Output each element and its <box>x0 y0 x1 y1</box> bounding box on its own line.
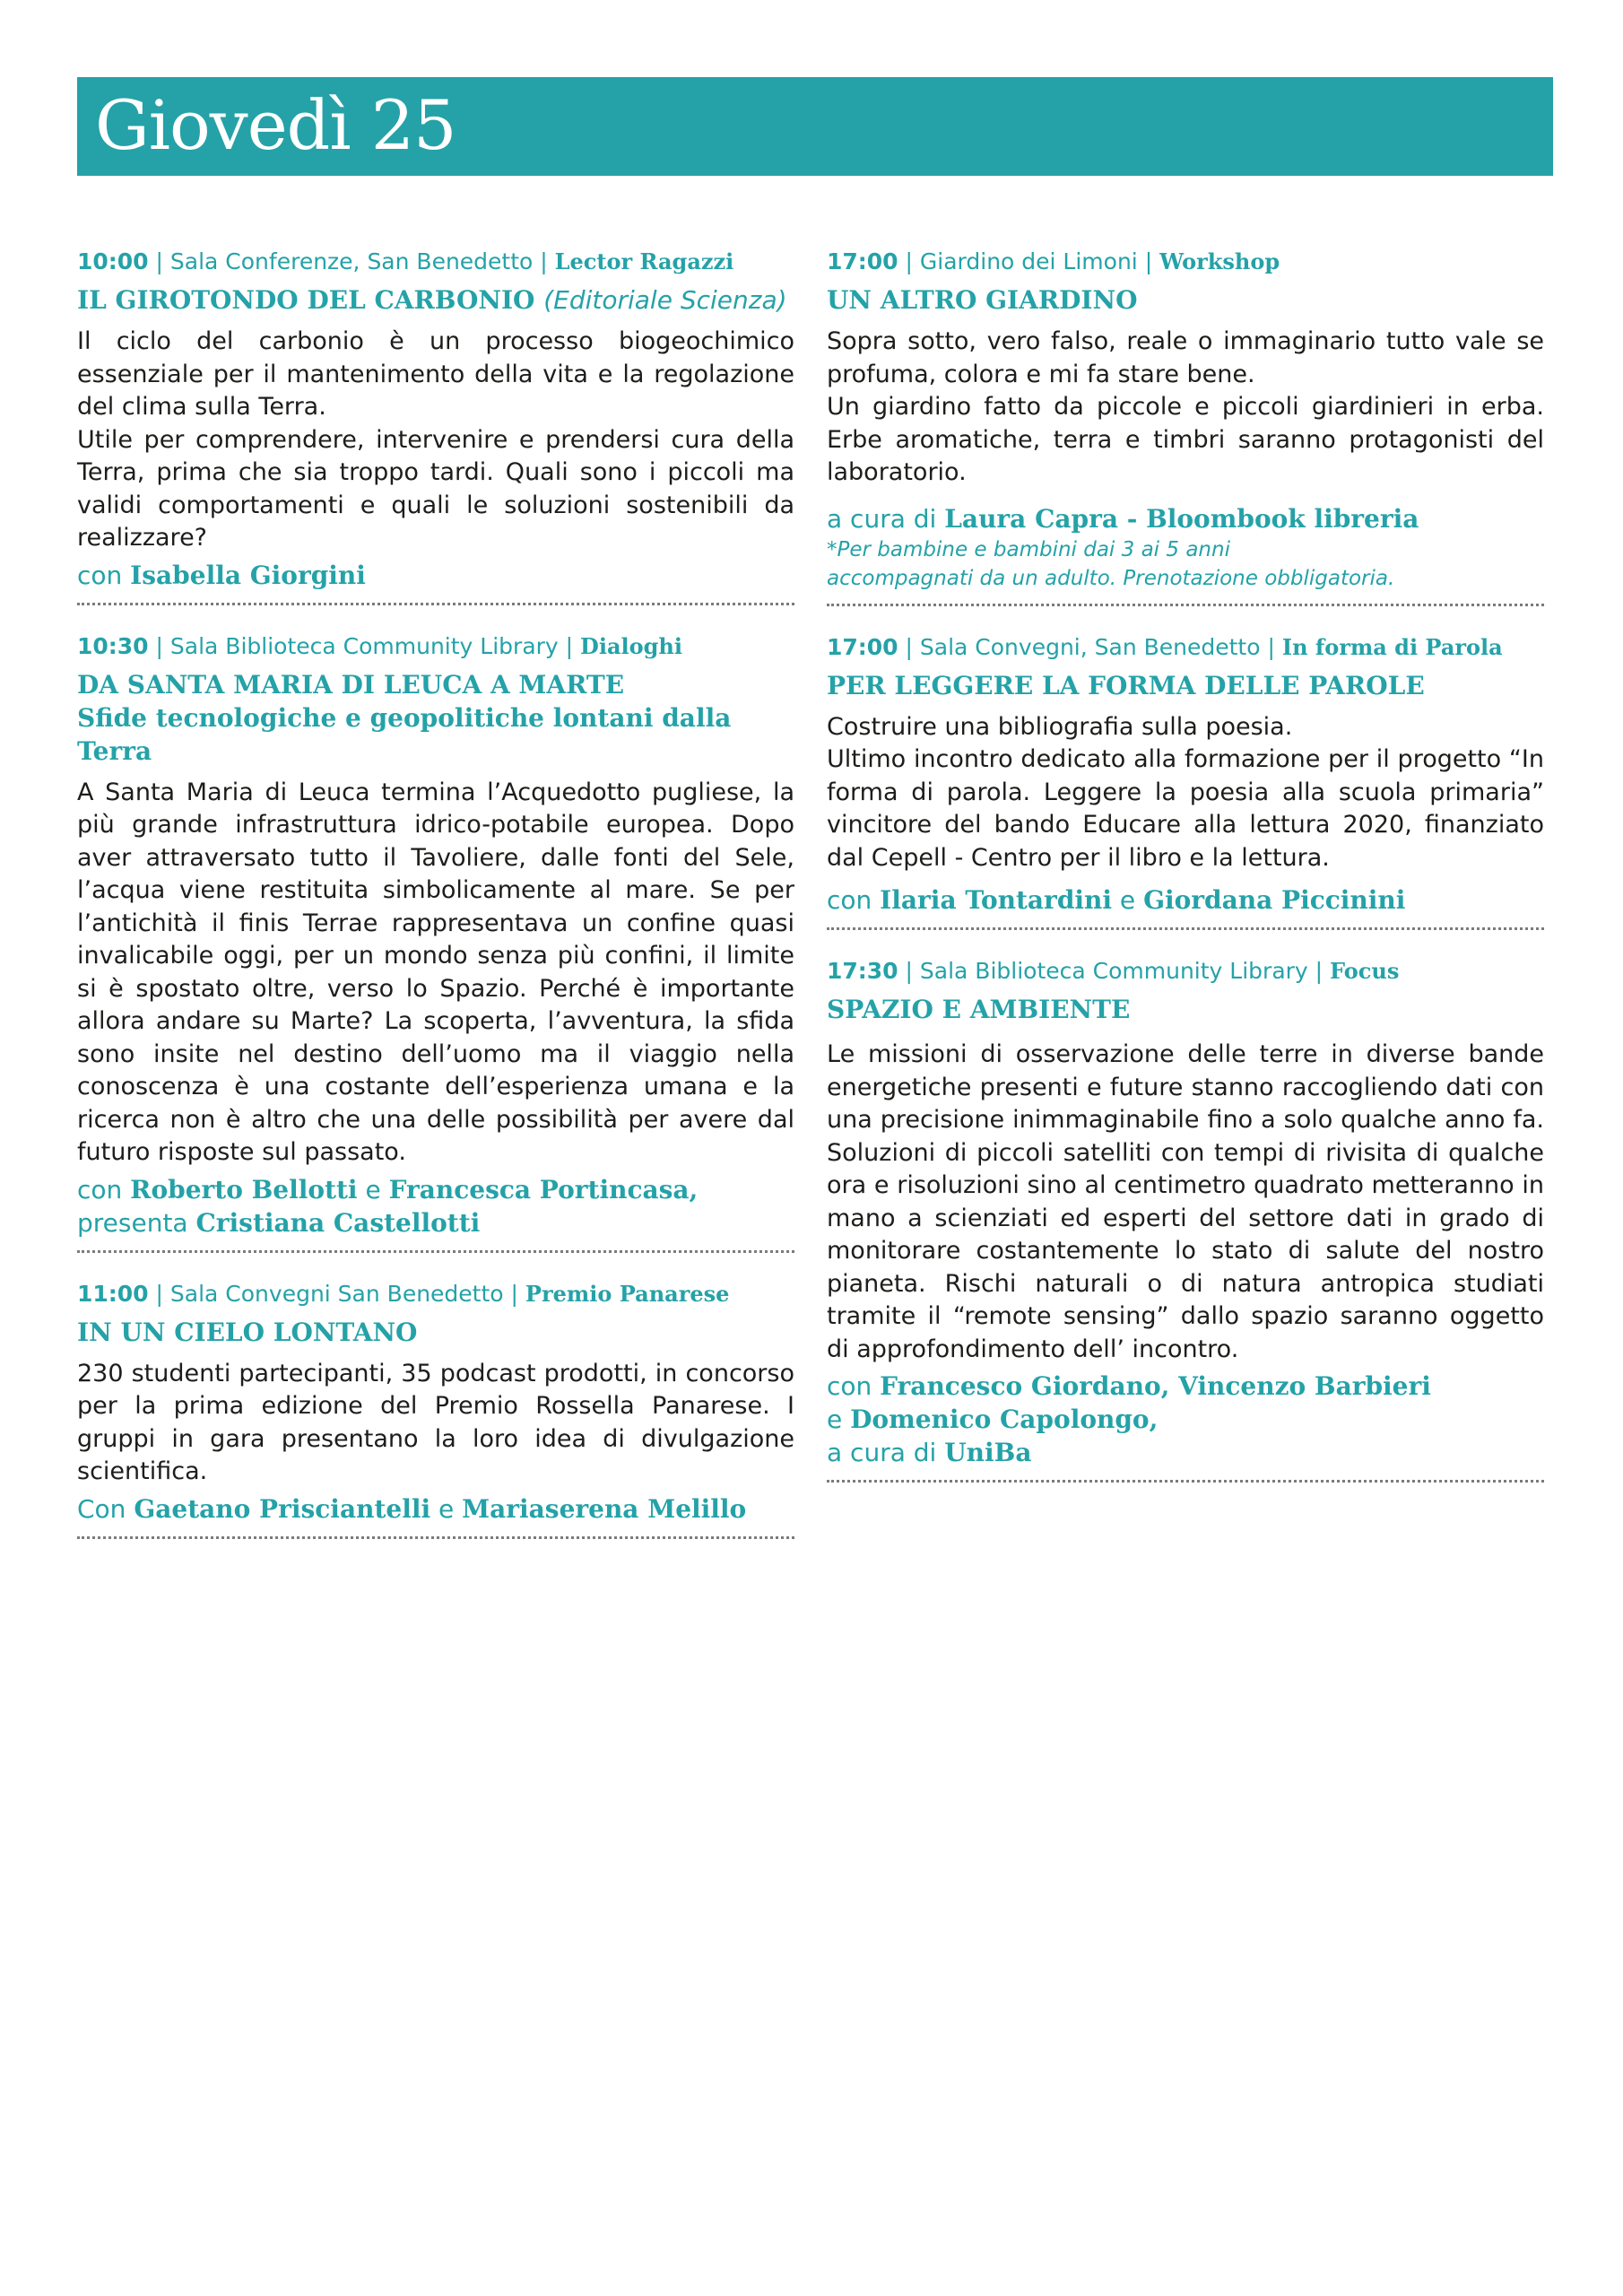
credit-and: e <box>1112 885 1144 915</box>
event-category: In forma di Parola <box>1281 633 1503 660</box>
event-category: Lector Ragazzi <box>554 248 734 274</box>
event-description <box>77 326 794 555</box>
credit-name: Ilaria Tontardini <box>880 885 1113 915</box>
event-meta <box>827 953 1544 989</box>
separator: | <box>1307 958 1331 984</box>
event-credits <box>77 559 794 592</box>
credit-name: Francesco Giordano, Vincenzo Barbieri <box>880 1371 1431 1401</box>
event-category: Workshop <box>1159 248 1280 274</box>
description-paragraph: A Santa Maria di Leuca termina l’Acquedotto pugliese, la più grande infrastruttura idrico-potabile europea. Dopo aver attraversato tutto il Tavoliere, dalle fonti del Sele, l’acqua viene restituita simbolicamente al mare. Se per l’antichità il finis Terrae rappresentava un confine quasi invalicabile oggi, per un mondo senza più confini, il limite si è spostato oltre, verso lo Spazio. Perché è importante allora andare su Marte? La scoperta, l’avventura, la sfida sono insite nel destino dell’uomo ma il viaggio nella conoscenza è una costante dell’esperienza umana e la ricerca non è altro che una delle possibilità per avere dal futuro risposte sul passato. <box>77 778 794 1166</box>
credit-name: Cristiana Castellotti <box>195 1207 481 1238</box>
event-altro-giardino <box>827 244 1544 606</box>
credit-name: Isabella Giorgini <box>130 560 366 590</box>
description-paragraph: Sopra sotto, vero falso, reale o immaginario tutto vale se profuma, colora e mi fa stare bene. <box>827 327 1544 388</box>
credit-prefix: con <box>77 1174 131 1205</box>
event-cielo-lontano <box>77 1276 794 1539</box>
event-time: 11:00 <box>77 1280 149 1307</box>
event-meta <box>827 244 1544 280</box>
event-location: Sala Biblioteca Community Library <box>169 632 559 659</box>
separator: | <box>558 632 581 659</box>
event-time: 10:00 <box>77 248 149 274</box>
event-category: Focus <box>1330 958 1400 984</box>
event-time: 10:30 <box>77 632 149 659</box>
separator: | <box>148 1280 170 1307</box>
separator: | <box>533 248 555 274</box>
event-title <box>827 669 1544 702</box>
event-meta <box>827 630 1544 665</box>
event-title <box>77 283 794 317</box>
credit-name: UniBa <box>944 1438 1032 1467</box>
credit-name: Francesca Portincasa, <box>388 1174 699 1205</box>
event-time: 17:30 <box>827 958 898 984</box>
event-description <box>827 711 1544 875</box>
event-title-text: PER LEGGERE LA FORMA DELLE PAROLE <box>827 670 1425 700</box>
event-credits <box>77 1492 794 1526</box>
credit-prefix: e <box>827 1405 851 1434</box>
event-category: Premio Panarese <box>525 1280 730 1307</box>
credit-name: Gaetano Prisciantelli <box>134 1493 431 1524</box>
event-title <box>827 993 1544 1026</box>
event-forma-parole <box>827 630 1544 931</box>
right-column <box>827 244 1544 1506</box>
description-paragraph: Ultimo incontro dedicato alla formazione per il progetto “In forma di parola. Leggere la poesia alla scuola primaria” vincitore del bando Educare alla lettura 2020, finanziato dal Cepell - Centro per il libro e la lettura. <box>827 745 1544 872</box>
event-location: Sala Biblioteca Community Library <box>919 958 1308 984</box>
credit-name: Mariaserena Melillo <box>462 1493 747 1524</box>
event-publisher: (Editoriale Scienza) <box>543 285 787 315</box>
event-credits <box>77 1173 794 1239</box>
credit-and: e <box>430 1493 463 1524</box>
event-title <box>77 1316 794 1349</box>
event-subtitle: Sfide tecnologiche e geopolitiche lontani dalla Terra <box>77 702 732 766</box>
event-meta <box>77 244 794 280</box>
credit-prefix: a cura di <box>827 1438 945 1467</box>
event-description <box>827 326 1544 490</box>
event-title-text: SPAZIO E AMBIENTE <box>827 995 1131 1024</box>
note-line: *Per bambine e bambini dai 3 ai 5 anni <box>827 537 1230 561</box>
event-location: Sala Convegni, San Benedetto <box>919 633 1261 660</box>
separator: | <box>1137 248 1160 274</box>
separator: | <box>148 632 170 659</box>
event-time: 17:00 <box>827 633 898 660</box>
left-column <box>77 244 794 1562</box>
event-title-text: DA SANTA MARIA DI LEUCA A MARTE <box>77 669 625 700</box>
event-location: Sala Conferenze, San Benedetto <box>169 248 534 274</box>
event-title-text: UN ALTRO GIARDINO <box>827 285 1138 315</box>
event-meta <box>77 1276 794 1312</box>
event-girotondo <box>77 244 794 605</box>
credit-prefix: a cura di <box>827 503 945 534</box>
credit-prefix: Con <box>77 1493 135 1524</box>
event-credits <box>827 502 1544 535</box>
credit-and: e <box>357 1174 389 1205</box>
separator: | <box>1260 633 1282 660</box>
event-title <box>77 668 794 768</box>
event-category: Dialoghi <box>580 632 682 659</box>
event-location: Giardino dei Limoni <box>919 248 1138 274</box>
event-time: 17:00 <box>827 248 898 274</box>
event-description <box>827 1039 1544 1366</box>
separator: | <box>898 958 920 984</box>
credit-name: Giordana Piccinini <box>1143 885 1406 915</box>
credit-name: Domenico Capolongo, <box>850 1405 1159 1434</box>
description-paragraph: Un giardino fatto da piccole e piccoli giardinieri in erba. Erbe aromatiche, terra e timbri saranno protagonisti del laboratorio. <box>827 393 1544 486</box>
event-note <box>827 535 1544 593</box>
event-description <box>77 777 794 1170</box>
event-title <box>827 283 1544 317</box>
event-spazio-ambiente <box>827 953 1544 1483</box>
event-credits <box>827 1370 1544 1469</box>
event-title-text: IN UN CIELO LONTANO <box>77 1317 418 1347</box>
event-description <box>77 1358 794 1489</box>
day-banner <box>77 77 1553 176</box>
separator: | <box>898 248 920 274</box>
credit-prefix: con <box>827 885 881 915</box>
event-location: Sala Convegni San Benedetto <box>169 1280 504 1307</box>
credit-name: Laura Capra - Bloombook libreria <box>944 503 1419 534</box>
event-title-text: IL GIROTONDO DEL CARBONIO <box>77 285 535 315</box>
description-paragraph: Costruire una bibliografia sulla poesia. <box>827 712 1293 741</box>
event-leuca-marte <box>77 629 794 1253</box>
event-credits <box>827 883 1544 917</box>
day-title: Giovedì 25 <box>95 85 456 165</box>
credit-prefix: con <box>77 560 131 590</box>
note-line: accompagnati da un adulto. Prenotazione obbligatoria. <box>827 566 1395 590</box>
description-paragraph: Il ciclo del carbonio è un processo biogeochimico essenziale per il mantenimento della vita e la regolazione del clima sulla Terra. <box>77 327 794 421</box>
credit-name: Roberto Bellotti <box>130 1174 358 1205</box>
credit-prefix: presenta <box>77 1207 196 1238</box>
separator: | <box>148 248 170 274</box>
separator: | <box>503 1280 525 1307</box>
description-paragraph: Utile per comprendere, intervenire e prendersi cura della Terra, prima che sia troppo tardi. Quali sono i piccoli ma validi comportamenti e quali le soluzioni sostenibili da realizzare? <box>77 425 794 552</box>
separator: | <box>898 633 920 660</box>
event-meta <box>77 629 794 665</box>
description-paragraph: Le missioni di osservazione delle terre in diverse bande energetiche presenti e future stanno raccogliendo dati con una precisione inimmaginabile fino a solo qualche anno fa. Soluzioni di piccoli satelliti con tempi di rivisita di qualche ora e risoluzioni sino al centimetro quadrato metteranno in mano a scienziati ed esperti del settore dati in grado di monitorare costantemente lo stato di salute del nostro pianeta. Rischi naturali o di natura antropica studiati tramite il “remote sensing” dallo spazio saranno oggetto di approfondimento dell’ incontro. <box>827 1040 1544 1363</box>
credit-prefix: con <box>827 1371 881 1401</box>
description-paragraph: 230 studenti partecipanti, 35 podcast prodotti, in concorso per la prima edizione del Premio Rossella Panarese. I gruppi in gara presentano la loro idea di divulgazione scientifica. <box>77 1359 794 1485</box>
